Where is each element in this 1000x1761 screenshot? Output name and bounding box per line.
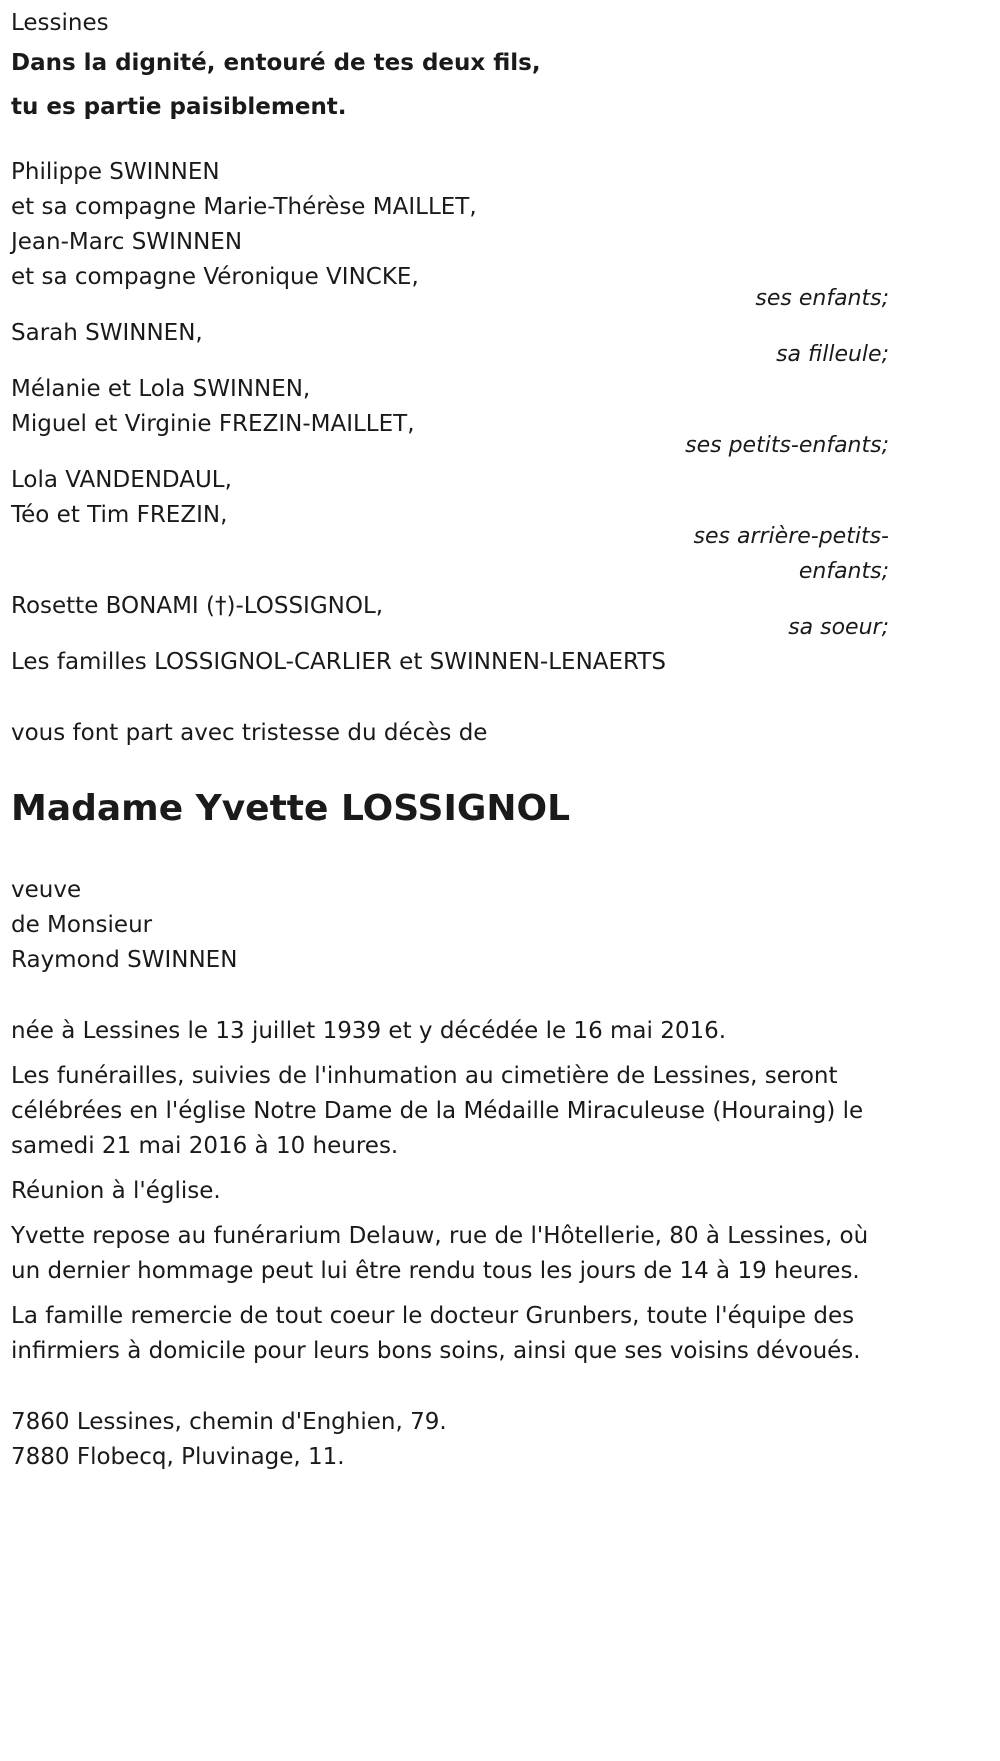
families-line: Les familles LOSSIGNOL-CARLIER et SWINNEN-LENAERTS [11, 649, 667, 675]
family-role: ses enfants; [755, 286, 889, 311]
family-group-goddaughter [11, 316, 891, 372]
address-line: 7860 Lessines, chemin d'Enghien, 79. [11, 1409, 447, 1435]
family-role: ses petits-enfants; [685, 433, 889, 458]
spouse-line: de Monsieur [11, 912, 153, 938]
family-name: Mélanie et Lola SWINNEN, [11, 376, 311, 402]
family-group-sister [11, 589, 891, 645]
location: Lessines [11, 10, 109, 36]
family-role: sa filleule; [776, 342, 889, 367]
family-name: Jean-Marc SWINNEN [11, 229, 243, 255]
announcement: vous font part avec tristesse du décès de [11, 720, 488, 746]
family-group-grandchildren [11, 372, 891, 463]
meeting-paragraph: Réunion à l'église. [11, 1178, 221, 1204]
family-name: Sarah SWINNEN, [11, 320, 203, 346]
funeral-paragraph: Les funérailles, suivies de l'inhumation au cimetière de Lessines, seront célébrées en l'église Notre Dame de la Médaille Miraculeuse (Houraing) le samedi 21 mai 2016 à 10 heures. [11, 1063, 864, 1159]
family-name: et sa compagne Marie-Thérèse MAILLET, [11, 194, 477, 220]
thanks-paragraph: La famille remercie de tout coeur le docteur Grunbers, toute l'équipe des infirmiers à domicile pour leurs bons soins, ainsi que ses voisins dévoués. [11, 1303, 861, 1364]
intro-line-1: Dans la dignité, entouré de tes deux fils, [11, 50, 541, 76]
birth-death-paragraph: née à Lessines le 13 juillet 1939 et y décédée le 16 mai 2016. [11, 1018, 727, 1044]
address-line: 7880 Flobecq, Pluvinage, 11. [11, 1444, 345, 1470]
family-name: Miguel et Virginie FREZIN-MAILLET, [11, 411, 415, 437]
family-role: sa soeur; [788, 615, 889, 640]
family-name: Rosette BONAMI (†)-LOSSIGNOL, [11, 593, 384, 619]
spouse-line: Raymond SWINNEN [11, 947, 238, 973]
funerarium-paragraph: Yvette repose au funérarium Delauw, rue de l'Hôtellerie, 80 à Lessines, où un dernier hommage peut lui être rendu tous les jours de 14 à 19 heures. [11, 1223, 869, 1284]
family-group-children [11, 155, 891, 316]
family-name: Lola VANDENDAUL, [11, 467, 232, 493]
family-role: ses arrière-petits-enfants; [693, 524, 889, 584]
family-group-great-grandchildren [11, 463, 891, 589]
family-name: Téo et Tim FREZIN, [11, 502, 228, 528]
family-name: et sa compagne Véronique VINCKE, [11, 264, 419, 290]
family-name: Philippe SWINNEN [11, 159, 220, 185]
intro-line-2: tu es partie paisiblement. [11, 94, 347, 120]
spouse-line: veuve [11, 877, 82, 903]
deceased-name: Madame Yvette LOSSIGNOL [11, 788, 571, 829]
